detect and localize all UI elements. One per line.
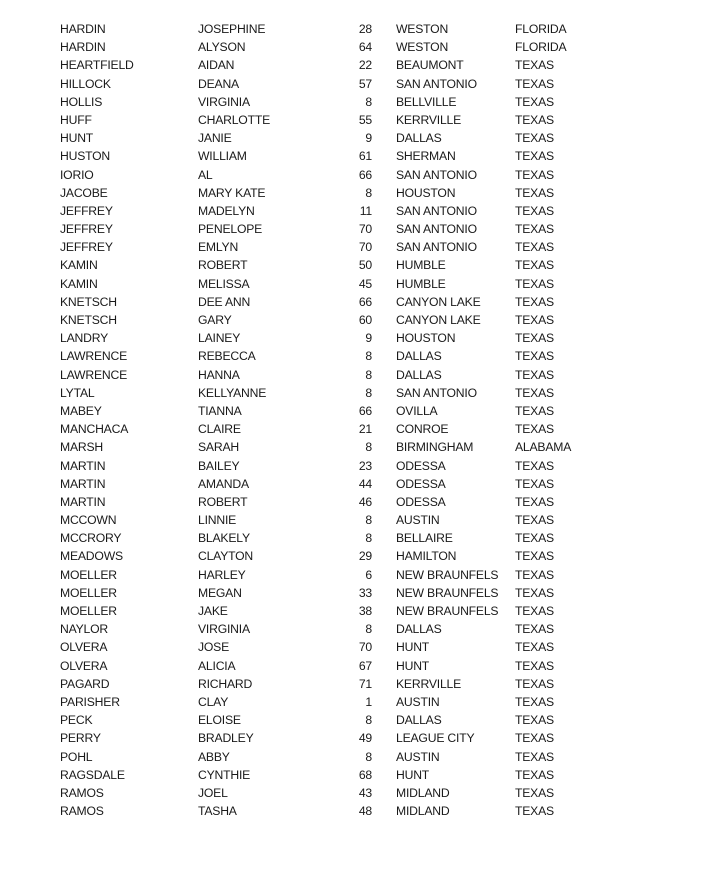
last-name-cell: JEFFREY [60, 203, 113, 218]
first-name-cell: MELISSA [198, 276, 250, 291]
city-cell: LEAGUE CITY [396, 731, 475, 746]
last-name-cell: KAMIN [60, 276, 98, 291]
state-cell: TEXAS [515, 767, 554, 782]
table-row [0, 475, 720, 493]
age-cell: 68 [358, 767, 372, 782]
table-row [0, 329, 720, 347]
last-name-cell: KAMIN [60, 258, 98, 273]
last-name-cell: PERRY [60, 731, 101, 746]
last-name-cell: HILLOCK [60, 76, 111, 91]
age-cell: 70 [358, 222, 372, 237]
last-name-cell: MEADOWS [60, 549, 123, 564]
first-name-cell: TASHA [198, 804, 237, 819]
age-cell: 21 [358, 422, 372, 437]
table-row [0, 311, 720, 329]
city-cell: AUSTIN [396, 694, 440, 709]
city-cell: HOUSTON [396, 331, 456, 346]
state-cell: TEXAS [515, 203, 554, 218]
first-name-cell: KELLYANNE [198, 385, 267, 400]
table-row [0, 438, 720, 456]
table-row [0, 347, 720, 365]
city-cell: AUSTIN [396, 513, 440, 528]
first-name-cell: DEANA [198, 76, 239, 91]
state-cell: TEXAS [515, 585, 554, 600]
last-name-cell: HOLLIS [60, 94, 103, 109]
age-cell: 66 [358, 294, 372, 309]
city-cell: NEW BRAUNFELS [396, 567, 499, 582]
state-cell: TEXAS [515, 422, 554, 437]
first-name-cell: ABBY [198, 749, 230, 764]
age-cell: 49 [358, 731, 372, 746]
last-name-cell: MANCHACA [60, 422, 129, 437]
city-cell: HOUSTON [396, 185, 456, 200]
state-cell: ALABAMA [515, 440, 572, 455]
city-cell: ODESSA [396, 476, 446, 491]
table-row [0, 384, 720, 402]
age-cell: 70 [358, 640, 372, 655]
table-row [0, 202, 720, 220]
age-cell: 43 [358, 785, 372, 800]
age-cell: 1 [365, 694, 372, 709]
first-name-cell: BRADLEY [198, 731, 254, 746]
age-cell: 28 [358, 22, 372, 36]
first-name-cell: ALYSON [198, 40, 246, 55]
table-row [0, 511, 720, 529]
last-name-cell: NAYLOR [60, 622, 109, 637]
first-name-cell: RICHARD [198, 676, 253, 691]
table-row [0, 675, 720, 693]
first-name-cell: HARLEY [198, 567, 246, 582]
last-name-cell: HUFF [60, 112, 92, 127]
first-name-cell: MARY KATE [198, 185, 266, 200]
state-cell: TEXAS [515, 694, 554, 709]
city-cell: BIRMINGHAM [396, 440, 474, 455]
age-cell: 44 [358, 476, 372, 491]
age-cell: 8 [365, 531, 372, 546]
state-cell: TEXAS [515, 622, 554, 637]
city-cell: SAN ANTONIO [396, 222, 477, 237]
state-cell: TEXAS [515, 549, 554, 564]
first-name-cell: GARY [198, 313, 232, 327]
table-row [0, 93, 720, 111]
last-name-cell: LAWRENCE [60, 367, 128, 382]
city-cell: MIDLAND [396, 785, 450, 800]
age-cell: 8 [365, 749, 372, 764]
city-cell: DALLAS [396, 349, 442, 364]
last-name-cell: OLVERA [60, 640, 108, 655]
state-cell: FLORIDA [515, 22, 567, 36]
state-cell: TEXAS [515, 112, 554, 127]
state-cell: TEXAS [515, 313, 554, 327]
state-cell: TEXAS [515, 785, 554, 800]
age-cell: 67 [358, 658, 372, 673]
age-cell: 50 [358, 258, 372, 273]
last-name-cell: IORIO [60, 167, 94, 182]
first-name-cell: MADELYN [198, 203, 255, 218]
last-name-cell: RAGSDALE [60, 767, 125, 782]
last-name-cell: JEFFREY [60, 222, 113, 237]
state-cell: TEXAS [515, 658, 554, 673]
first-name-cell: CLAIRE [198, 422, 241, 437]
city-cell: HUNT [396, 640, 430, 655]
state-cell: TEXAS [515, 713, 554, 728]
table-row [0, 184, 720, 202]
state-cell: TEXAS [515, 403, 554, 418]
last-name-cell: PECK [60, 713, 93, 728]
age-cell: 8 [365, 385, 372, 400]
age-cell: 71 [358, 676, 372, 691]
city-cell: HAMILTON [396, 549, 457, 564]
city-cell: CANYON LAKE [396, 313, 481, 327]
age-cell: 45 [358, 276, 372, 291]
first-name-cell: AL [198, 167, 213, 182]
table-row [0, 638, 720, 656]
age-cell: 8 [365, 185, 372, 200]
state-cell: TEXAS [515, 294, 554, 309]
first-name-cell: BLAKELY [198, 531, 250, 546]
table-row [0, 729, 720, 747]
first-name-cell: SARAH [198, 440, 239, 455]
table-row [0, 147, 720, 165]
city-cell: WESTON [396, 40, 449, 55]
first-name-cell: WILLIAM [198, 149, 247, 164]
table-row [0, 256, 720, 274]
state-cell: TEXAS [515, 222, 554, 237]
age-cell: 29 [358, 549, 372, 564]
last-name-cell: JACOBE [60, 185, 108, 200]
age-cell: 8 [365, 94, 372, 109]
last-name-cell: MCCOWN [60, 513, 117, 528]
age-cell: 33 [358, 585, 372, 600]
last-name-cell: LYTAL [60, 385, 95, 400]
table-row [0, 238, 720, 256]
last-name-cell: OLVERA [60, 658, 108, 673]
city-cell: HUNT [396, 767, 430, 782]
table-row [0, 766, 720, 784]
first-name-cell: LAINEY [198, 331, 241, 346]
city-cell: DALLAS [396, 622, 442, 637]
city-cell: HUMBLE [396, 258, 446, 273]
table-row [0, 693, 720, 711]
age-cell: 48 [358, 804, 372, 819]
age-cell: 6 [365, 567, 372, 582]
city-cell: MIDLAND [396, 804, 450, 819]
first-name-cell: JOEL [198, 785, 228, 800]
city-cell: AUSTIN [396, 749, 440, 764]
first-name-cell: TIANNA [198, 403, 242, 418]
table-row [0, 420, 720, 438]
city-cell: CONROE [396, 422, 449, 437]
city-cell: KERRVILLE [396, 112, 462, 127]
age-cell: 8 [365, 713, 372, 728]
state-cell: TEXAS [515, 567, 554, 582]
last-name-cell: LANDRY [60, 331, 109, 346]
age-cell: 8 [365, 440, 372, 455]
table-row [0, 220, 720, 238]
state-cell: TEXAS [515, 604, 554, 618]
last-name-cell: KNETSCH [60, 294, 117, 309]
first-name-cell: JOSE [198, 640, 230, 655]
last-name-cell: MOELLER [60, 585, 117, 600]
city-cell: SAN ANTONIO [396, 203, 477, 218]
first-name-cell: LINNIE [198, 513, 237, 528]
age-cell: 8 [365, 513, 372, 528]
city-cell: NEW BRAUNFELS [396, 585, 499, 600]
first-name-cell: HANNA [198, 367, 240, 382]
city-cell: BEAUMONT [396, 58, 464, 73]
city-cell: SAN ANTONIO [396, 167, 477, 182]
state-cell: TEXAS [515, 185, 554, 200]
state-cell: TEXAS [515, 76, 554, 91]
age-cell: 70 [358, 240, 372, 255]
state-cell: TEXAS [515, 240, 554, 255]
last-name-cell: RAMOS [60, 804, 104, 819]
last-name-cell: MARTIN [60, 458, 106, 473]
first-name-cell: REBECCA [198, 349, 256, 364]
city-cell: CANYON LAKE [396, 294, 481, 309]
table-row [0, 566, 720, 584]
last-name-cell: MARTIN [60, 494, 106, 509]
state-cell: TEXAS [515, 476, 554, 491]
last-name-cell: MARSH [60, 440, 104, 455]
first-name-cell: AIDAN [198, 58, 235, 73]
last-name-cell: HARDIN [60, 40, 106, 55]
table-row [0, 584, 720, 602]
first-name-cell: EMLYN [198, 240, 239, 255]
table-row [0, 457, 720, 475]
city-cell: OVILLA [396, 403, 438, 418]
state-cell: TEXAS [515, 804, 554, 819]
state-cell: TEXAS [515, 331, 554, 346]
city-cell: WESTON [396, 22, 449, 36]
city-cell: SAN ANTONIO [396, 385, 477, 400]
state-cell: TEXAS [515, 676, 554, 691]
age-cell: 8 [365, 622, 372, 637]
last-name-cell: LAWRENCE [60, 349, 128, 364]
state-cell: TEXAS [515, 749, 554, 764]
table-row [0, 657, 720, 675]
city-cell: DALLAS [396, 367, 442, 382]
age-cell: 60 [358, 313, 372, 327]
first-name-cell: ROBERT [198, 258, 248, 273]
city-cell: KERRVILLE [396, 676, 462, 691]
age-cell: 9 [365, 331, 372, 346]
last-name-cell: JEFFREY [60, 240, 113, 255]
state-cell: TEXAS [515, 513, 554, 528]
age-cell: 66 [358, 403, 372, 418]
table-row [0, 366, 720, 384]
age-cell: 46 [358, 494, 372, 509]
state-cell: TEXAS [515, 167, 554, 182]
table-row [0, 111, 720, 129]
city-cell: DALLAS [396, 713, 442, 728]
last-name-cell: KNETSCH [60, 313, 117, 327]
last-name-cell: MOELLER [60, 567, 117, 582]
age-cell: 8 [365, 349, 372, 364]
last-name-cell: RAMOS [60, 785, 104, 800]
last-name-cell: MABEY [60, 403, 102, 418]
age-cell: 61 [358, 149, 372, 164]
city-cell: SAN ANTONIO [396, 240, 477, 255]
table-row [0, 748, 720, 766]
table-row [0, 75, 720, 93]
state-cell: TEXAS [515, 367, 554, 382]
table-row [0, 529, 720, 547]
table-row [0, 275, 720, 293]
first-name-cell: AMANDA [198, 476, 249, 491]
table-row [0, 620, 720, 638]
city-cell: ODESSA [396, 494, 446, 509]
state-cell: TEXAS [515, 94, 554, 109]
city-cell: NEW BRAUNFELS [396, 604, 499, 618]
first-name-cell: VIRGINIA [198, 622, 250, 637]
state-cell: FLORIDA [515, 40, 567, 55]
first-name-cell: CYNTHIE [198, 767, 251, 782]
last-name-cell: HUNT [60, 131, 94, 146]
city-cell: SAN ANTONIO [396, 76, 477, 91]
state-cell: TEXAS [515, 258, 554, 273]
state-cell: TEXAS [515, 276, 554, 291]
table-row [0, 166, 720, 184]
last-name-cell: PAGARD [60, 676, 110, 691]
city-cell: HUNT [396, 658, 430, 673]
last-name-cell: POHL [60, 749, 93, 764]
age-cell: 57 [358, 76, 372, 91]
table-row [0, 293, 720, 311]
city-cell: SHERMAN [396, 149, 456, 164]
age-cell: 22 [358, 58, 372, 73]
last-name-cell: HARDIN [60, 22, 106, 36]
table-row [0, 38, 720, 56]
table-row [0, 129, 720, 147]
last-name-cell: PARISHER [60, 694, 120, 709]
first-name-cell: CLAY [198, 694, 229, 709]
table-row [0, 547, 720, 565]
age-cell: 11 [359, 203, 372, 218]
state-cell: TEXAS [515, 494, 554, 509]
first-name-cell: DEE ANN [198, 294, 251, 309]
table-row [0, 802, 720, 820]
city-cell: BELLVILLE [396, 94, 457, 109]
first-name-cell: PENELOPE [198, 222, 263, 237]
age-cell: 23 [358, 458, 372, 473]
table-row [0, 56, 720, 74]
roster-table [0, 20, 720, 820]
state-cell: TEXAS [515, 131, 554, 146]
first-name-cell: CLAYTON [198, 549, 254, 564]
city-cell: ODESSA [396, 458, 446, 473]
state-cell: TEXAS [515, 349, 554, 364]
city-cell: HUMBLE [396, 276, 446, 291]
first-name-cell: VIRGINIA [198, 94, 250, 109]
first-name-cell: JOSEPHINE [198, 22, 266, 36]
city-cell: BELLAIRE [396, 531, 453, 546]
last-name-cell: MARTIN [60, 476, 106, 491]
age-cell: 8 [365, 367, 372, 382]
age-cell: 55 [358, 112, 372, 127]
first-name-cell: ELOISE [198, 713, 241, 728]
first-name-cell: JAKE [198, 604, 228, 618]
table-row [0, 784, 720, 802]
state-cell: TEXAS [515, 640, 554, 655]
table-row [0, 493, 720, 511]
last-name-cell: HUSTON [60, 149, 111, 164]
table-row [0, 402, 720, 420]
last-name-cell: HEARTFIELD [60, 58, 134, 73]
first-name-cell: MEGAN [198, 585, 242, 600]
state-cell: TEXAS [515, 458, 554, 473]
last-name-cell: MCCRORY [60, 531, 122, 546]
city-cell: DALLAS [396, 131, 442, 146]
first-name-cell: ALICIA [198, 658, 236, 673]
state-cell: TEXAS [515, 149, 554, 164]
first-name-cell: JANIE [198, 131, 232, 146]
table-row [0, 711, 720, 729]
age-cell: 9 [365, 131, 372, 146]
first-name-cell: ROBERT [198, 494, 248, 509]
age-cell: 38 [358, 604, 372, 618]
state-cell: TEXAS [515, 58, 554, 73]
table-row [0, 20, 720, 38]
age-cell: 64 [358, 40, 372, 55]
age-cell: 66 [358, 167, 372, 182]
last-name-cell: MOELLER [60, 604, 117, 618]
state-cell: TEXAS [515, 385, 554, 400]
first-name-cell: BAILEY [198, 458, 240, 473]
state-cell: TEXAS [515, 731, 554, 746]
table-row [0, 602, 720, 620]
state-cell: TEXAS [515, 531, 554, 546]
first-name-cell: CHARLOTTE [198, 112, 271, 127]
